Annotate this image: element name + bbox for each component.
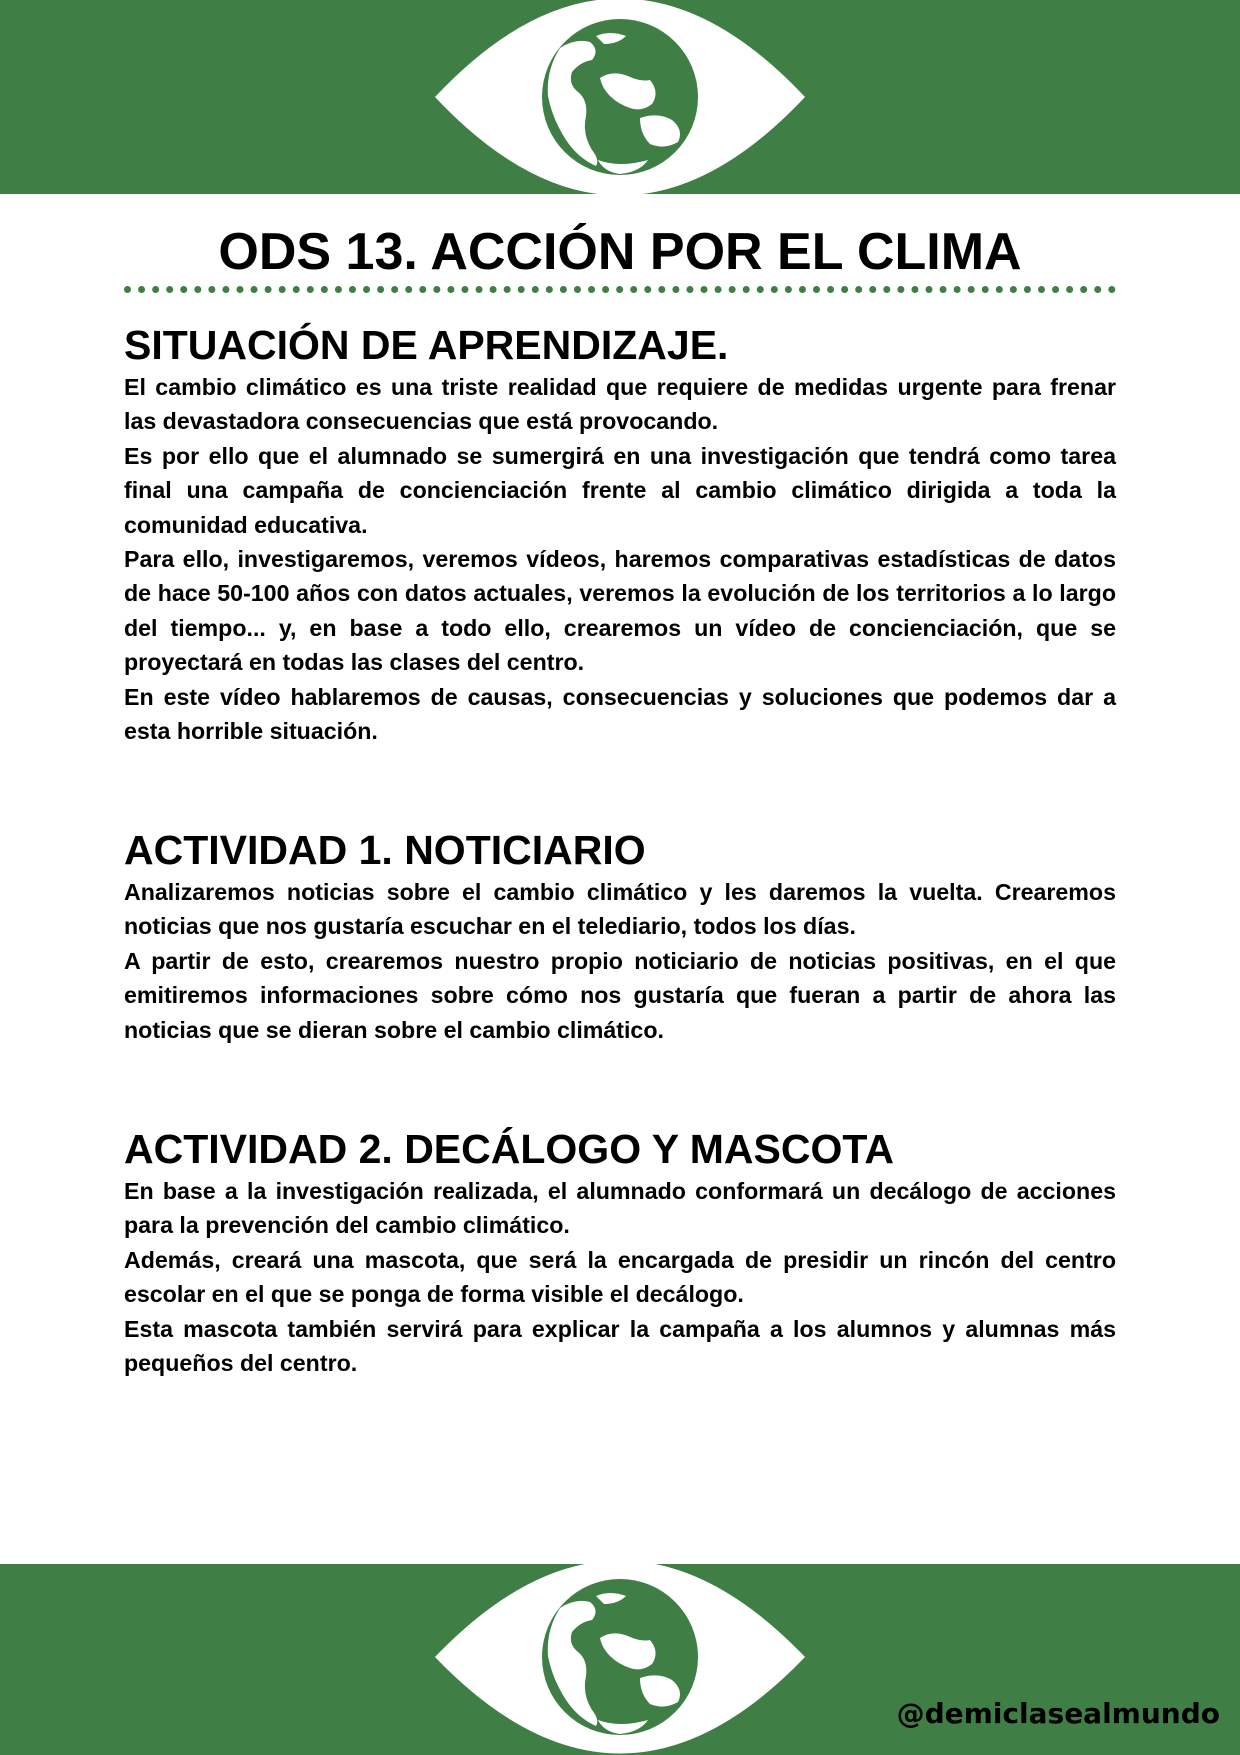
section-actividad-1 [124, 825, 1116, 1047]
section-actividad-2 [124, 1124, 1116, 1380]
paragraph: Esta mascota también servirá para explicar la campaña a los alumnos y alumnas más pequeños del centro. [124, 1315, 1116, 1377]
section-heading: SITUACIÓN DE APRENDIZAJE. [124, 322, 729, 368]
header-band [0, 0, 1240, 194]
paragraph: Para ello, investigaremos, veremos vídeos, haremos comparativas estadísticas de datos de hace 50-100 años con datos actuales, veremos la evolución de los territorios a lo largo del tiempo... y, en base a todo ello, crearemos un vídeo de concienciación, que se proyectará en todas las clases del centro. [124, 546, 1116, 676]
paragraph: Analizaremos noticias sobre el cambio climático y les daremos la vuelta. Crearemos noticias que nos gustaría escuchar en el telediario, todos los días. [124, 879, 1116, 940]
section-heading: ACTIVIDAD 2. DECÁLOGO Y MASCOTA [124, 1126, 894, 1172]
paragraph: Además, creará una mascota, que será la encargada de presidir un rincón del centro escolar en el que se ponga de forma visible el decálogo. [124, 1246, 1116, 1308]
paragraph: En este vídeo hablaremos de causas, consecuencias y soluciones que podemos dar a esta horrible situación. [124, 683, 1116, 745]
section-situacion [124, 320, 1116, 748]
eye-globe-icon [0, 0, 1240, 194]
paragraph: El cambio climático es una triste realidad que requiere de medidas urgente para frenar las devastadora consecuencias que está provocando. [124, 374, 1116, 435]
paragraph: En base a la investigación realizada, el alumnado conformará un decálogo de acciones para la prevención del cambio climático. [124, 1178, 1116, 1239]
title-divider [124, 286, 1116, 293]
page-title: ODS 13. ACCIÓN POR EL CLIMA [218, 223, 1022, 281]
paragraph: Es por ello que el alumnado se sumergirá en una investigación que tendrá como tarea final una campaña de concienciación frente al cambio climático dirigida a toda la comunidad educativa. [124, 442, 1116, 538]
section-heading: ACTIVIDAD 1. NOTICIARIO [124, 827, 646, 873]
paragraph: A partir de esto, crearemos nuestro propio noticiario de noticias positivas, en el que emitiremos informaciones sobre cómo nos gustaría que fueran a partir de ahora las noticias que se dieran sobre el cambio climático. [124, 947, 1116, 1043]
social-handle: @demiclasealmundo [896, 1697, 1220, 1730]
